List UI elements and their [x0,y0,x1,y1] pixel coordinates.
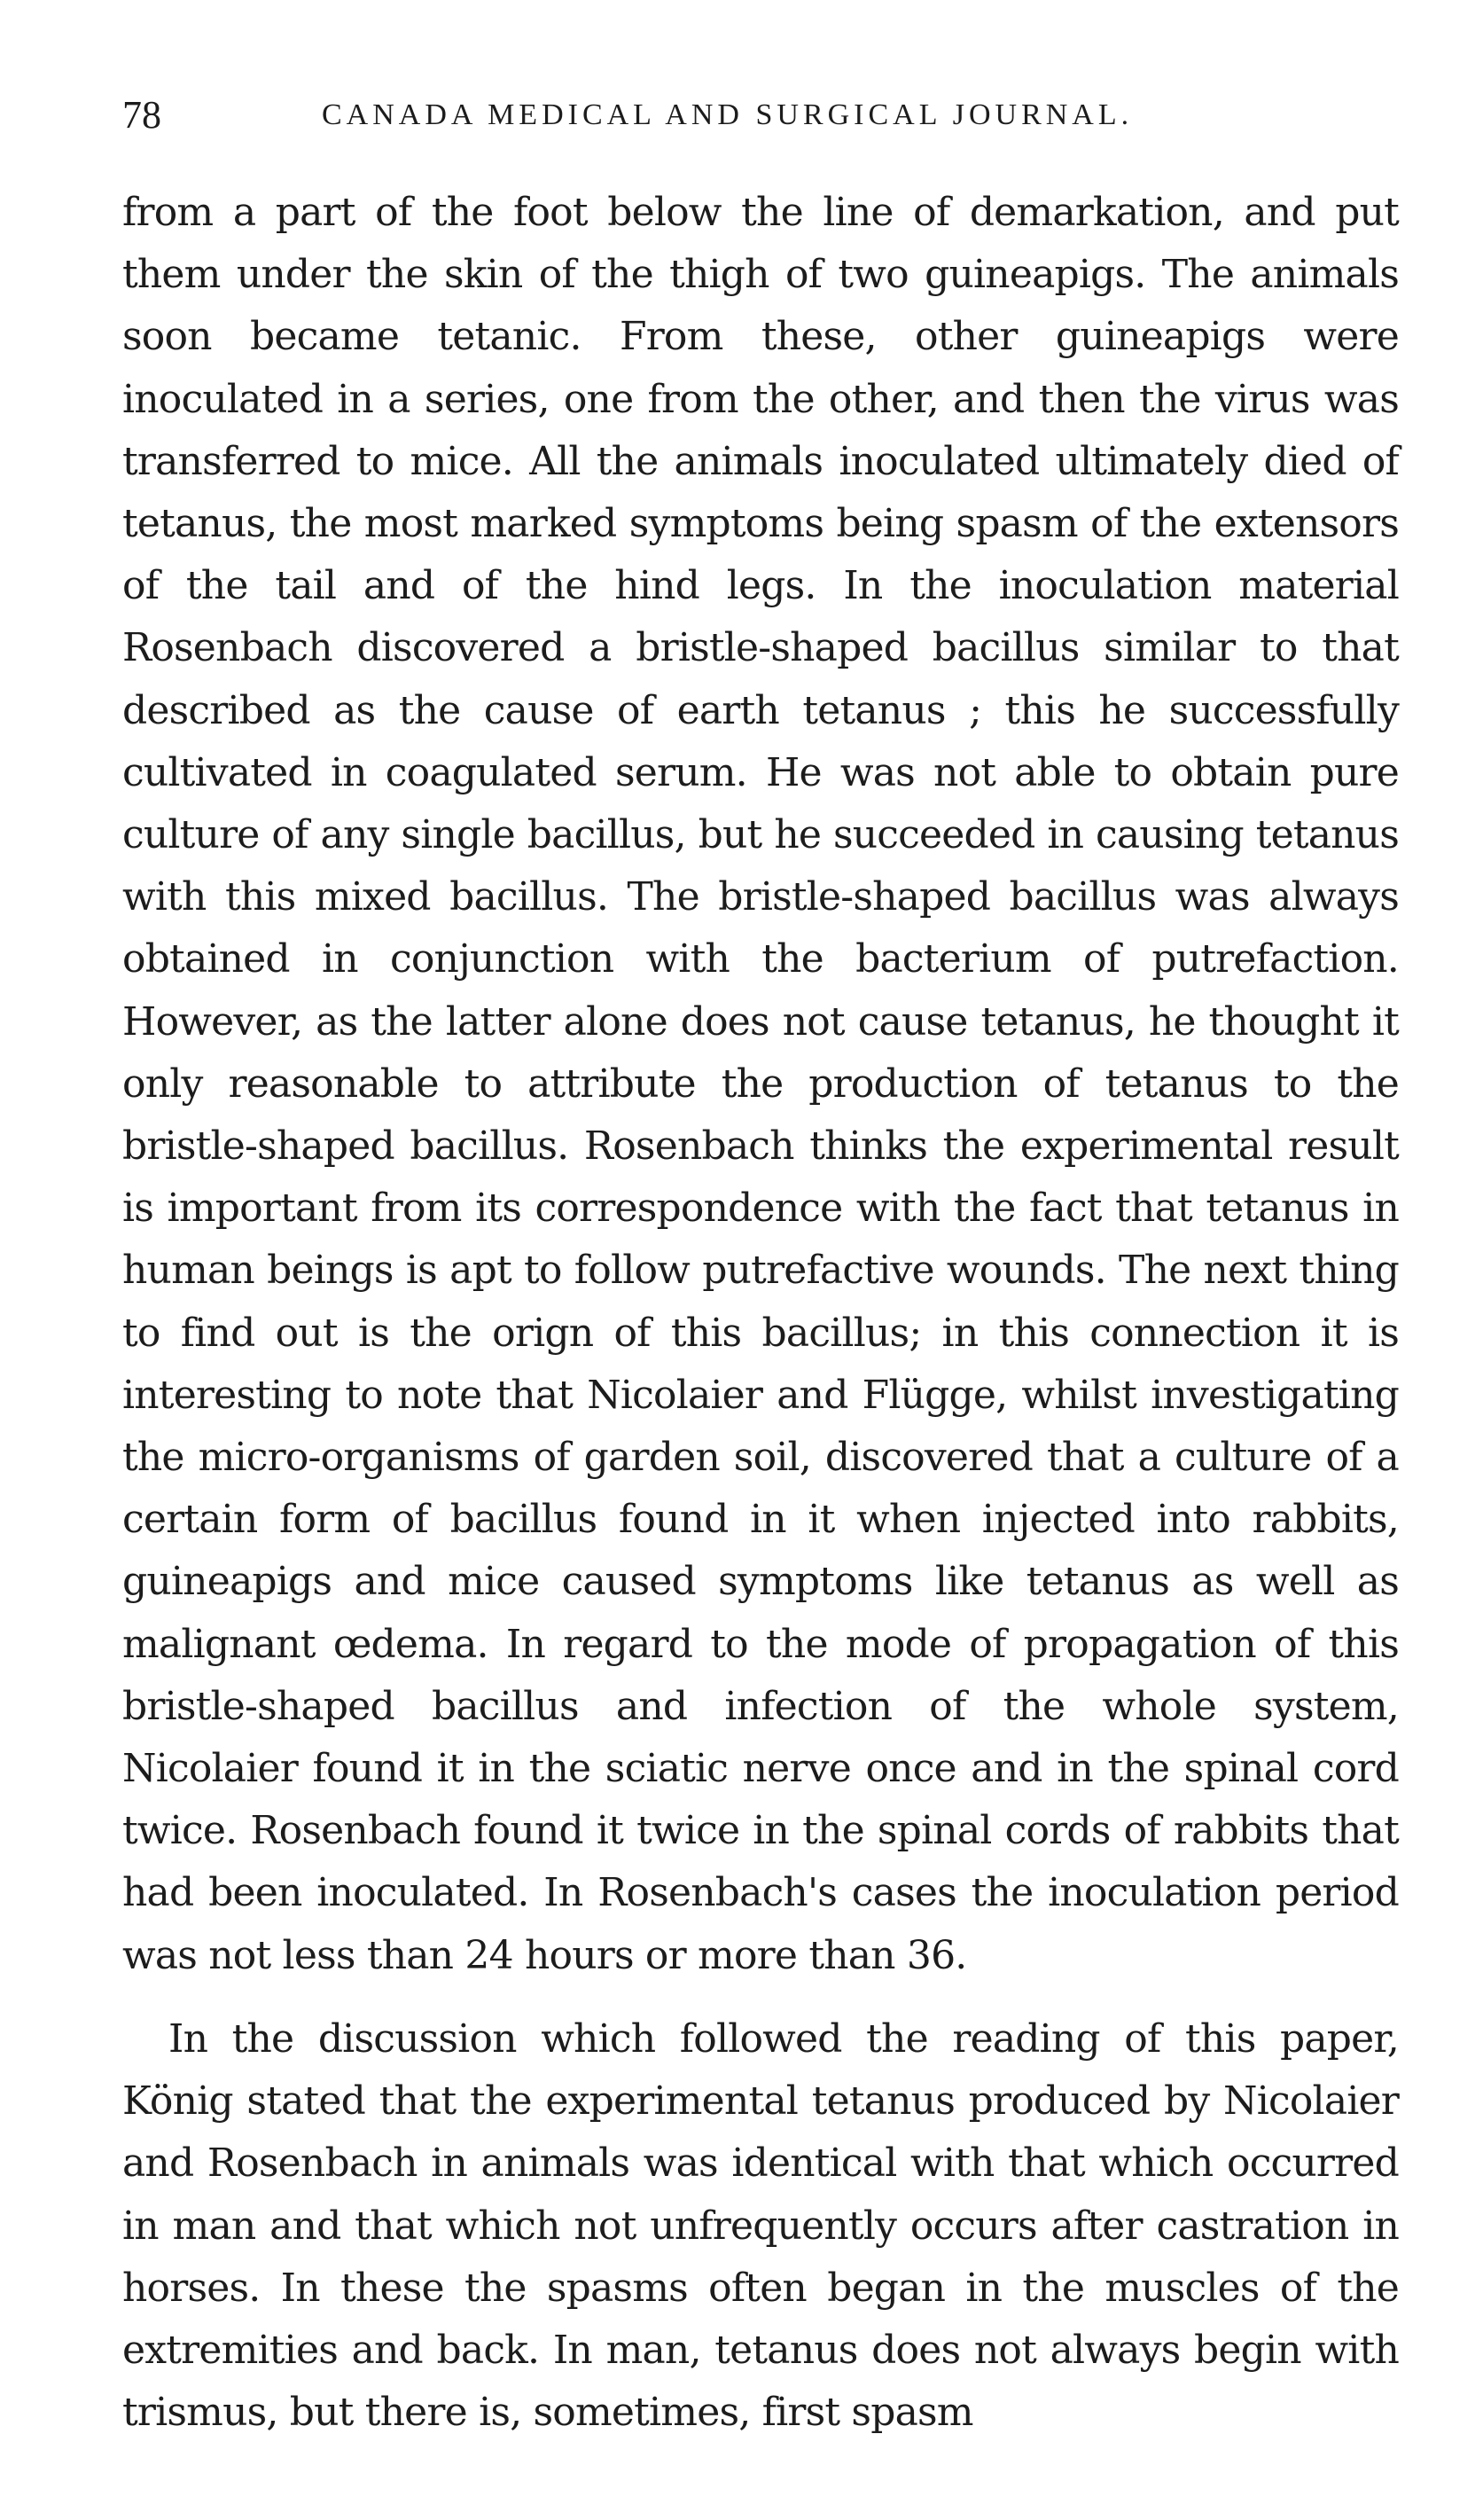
paragraph-2: In the discussion which followed the reading of this paper, König stated that the experimental tetanus produced by Nicolaier and Rosenbach in animals was identical with that which occurred in man and that which not unfrequently occurs after castration in horses. In these the spasms often began in the muscles of the extremities and back. In man, tetanus does not always begin with trismus, but there is, sometimes, first spasm [122,2015,1399,2436]
paragraph-1: from a part of the foot below the line of demarkation, and put them under the skin of the thigh of two guineapigs. The animals soon became tetanic. From these, other guineapigs were inoculated in a series, one from the other, and then the virus was transferred to mice. All the animals inoculated ultimately died of tetanus, the most marked symptoms being spasm of the extensors of the tail and of the hind legs. In the inoculation material Rosenbach discovered a bristle-shaped bacillus similar to that described as the cause of earth tetanus ; this he successfully cultivated in coagulated serum. He was not able to obtain pure culture of any single bacillus, but he succeeded in causing tetanus with this mixed bacillus. The bristle-shaped bacillus was always obtained in conjunction with the bacterium of putrefaction. However, as the latter alone does not cause tetanus, he thought it only reasonable to attribute the production of tetanus to the bristle-shaped bacillus. Rosenbach thinks the experimental result is important from its correspondence with the fact that tetanus in human beings is apt to follow putrefactive wounds. The next thing to find out is the orign of this bacillus; in this connection it is interesting to note that Nicolaier and Flügge, whilst investigating the micro-organisms of garden soil, discovered that a culture of a certain form of bacillus found in it when injected into rabbits, guineapigs and mice caused symptoms like tetanus as well as malignant œdema. In regard to the mode of propagation of this bristle-shaped bacillus and infection of the whole system, Nicolaier found it in the sciatic nerve once and in the spinal cord twice. Rosenbach found it twice in the spinal cords of rabbits that had been inoculated. In Rosenbach's cases the inoculation period was not less than 24 hours or more than 36. [122,190,1399,1978]
body-text [122,182,1399,2444]
page-number: 78 [122,93,161,137]
running-head [122,89,1399,142]
journal-title: CANADA MEDICAL AND SURGICAL JOURNAL. [322,98,1134,131]
